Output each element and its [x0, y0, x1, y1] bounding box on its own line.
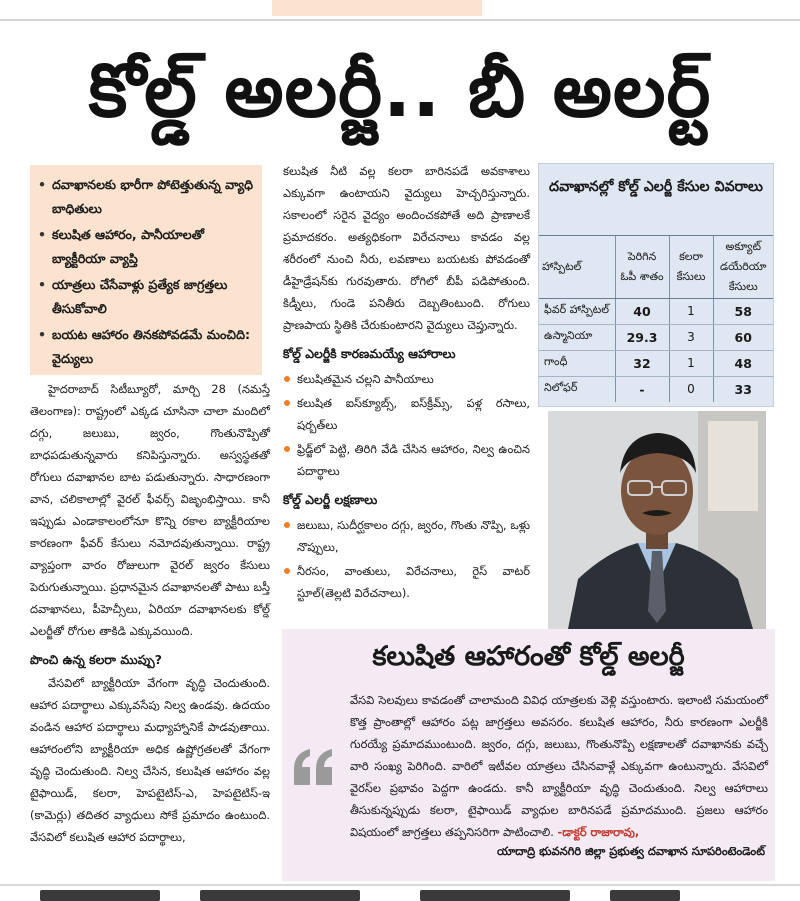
highlight-item: • యాత్రలు చేసేవాళ్లు ప్రత్యేక జాగ్రత్తలు తీసుకోవాలి — [38, 273, 254, 321]
cell-hospital: నిలోఫర్ — [539, 376, 615, 402]
cell-op-percent: 40 — [615, 298, 669, 324]
article-intro: హైదరాబాద్ సిటీబ్యూరో, మార్చి 28 (నమస్తే తెలంగాణ): రాష్ట్రంలో ఎక్కడ చూసినా చాలా మందిలో దగ్గు, జలుబు, జ్వరం, గొంతునొప్పితో బాధపడుతున్నవారు కనిపిస్తున్నారు. అస్వస్థతతో రోగులు దవాఖానల బాట పడుతున్నారు. సాధారణంగా వాన, చలికాలాల్లో వైరల్ ఫీవర్స్ విజృంభిస్తాయి. కానీ ఇప్పుడు ఎండాకాలంలోనూ కొన్ని రకాల బ్యాక్టీరియాల కారణంగా ఫీవర్ కేసులు నమోదవుతున్నాయి. రాష్ట్ర వ్యాప్తంగా వారం రోజులుగా వైరల్ జ్వరం కేసులు పెరుగుతున్నాయి. ప్రధానమైన దవాఖానలతో పాటు బస్తీ దవాఖానలు, పీహెచ్సీలు, ఏరియా దవాఖానలకు కోల్డ్ ఎలర్జీతో రోగుల తాకిడి ఎక్కువయింది. — [30, 382, 270, 638]
cell-cholera: 1 — [669, 298, 713, 324]
cell-diarrhea: 33 — [734, 381, 752, 397]
col-header-op-percent: పెరిగిన ఓపీ శాతం — [615, 236, 669, 298]
doctor-portrait-drawing — [548, 411, 766, 629]
symptoms-list — [283, 514, 530, 604]
quote-mark-icon — [292, 747, 336, 787]
cause-item: కలుషిత ఐస్‌క్యూబ్స్, ఐస్‌క్రీమ్స్, పళ్ల రసాలు, షర్బత్‌లు — [283, 392, 530, 436]
doctor-quote-box — [282, 629, 775, 881]
highlights-list — [38, 173, 254, 371]
symptoms-heading: కోల్డ్ ఎలర్జీ లక్షణాలు — [283, 492, 378, 507]
cause-item: ఫ్రిడ్జ్‌లో పెట్టి, తిరిగి వేడి చేసిన ఆహారం, నిల్వ ఉంచిన పదార్థాలు — [283, 438, 530, 482]
table-header-row — [539, 236, 773, 298]
cell-cholera: 0 — [669, 376, 713, 402]
top-page-strip — [0, 0, 800, 22]
cell-cholera: 1 — [669, 350, 713, 376]
cases-table-box — [538, 163, 774, 407]
cell-op-percent: - — [615, 376, 669, 402]
highlights-box — [30, 165, 262, 375]
headline: కోల్డ్ అలర్జీ.. బీ అలర్ట్ — [88, 48, 712, 134]
highlight-item: • బయట ఆహారం తినకపోవడమే మంచిది: వైద్యులు — [38, 323, 254, 371]
cell-cholera: 3 — [669, 324, 713, 350]
table-row — [539, 376, 773, 402]
cell-diarrhea: 58 — [713, 298, 773, 324]
cases-table — [539, 236, 773, 402]
cell-op-percent: 29.3 — [615, 324, 669, 350]
causes-heading: కోల్డ్ ఎలర్జీకి కారణమయ్యే ఆహారాలు — [283, 346, 456, 361]
cause-item: కలుషితమైన చల్లని పానీయాలు — [283, 368, 530, 390]
quote-title: కలుషిత ఆహారంతో కోల్డ్ అలర్జీ — [372, 641, 685, 672]
col-header-diarrhea: అక్యూట్ డయేరియా కేసులు — [713, 236, 773, 298]
highlight-item: • కలుషిత ఆహారం, పానీయాలతో బ్యాక్టీరియా వ్యాప్తి — [38, 223, 254, 271]
symptom-item: నీరసం, వాంతులు, విరేచనాలు, రైస్ వాటర్ స్టూల్(తెల్లటి విరేచనాలు). — [283, 560, 530, 604]
cell-diarrhea: 48 — [713, 350, 773, 376]
article-column-1 — [30, 378, 270, 848]
highlight-item: • దవాఖానలకు భారీగా పోటెత్తుతున్న వ్యాధి బాధితులు — [38, 173, 254, 221]
table-title: దవాఖానల్లో కోల్డ్ ఎలర్జీ కేసుల వివరాలు — [539, 164, 773, 236]
cholera-subhead: పొంచి ఉన్న కలరా ముప్పు? — [30, 652, 162, 667]
article-body-1: వేసవిలో బ్యాక్టీరియా వేగంగా వృద్ధి చెందుతుంది. ఆహార పదార్థాలు ఎక్కువసేపు నిల్వ ఉండవు. ఉదయం వండిన ఆహార పదార్థాలు మధ్యాహ్నానికే పాడవుతాయి. ఆహారంలోని బ్యాక్టీరియా అధిక ఉష్ణోగ్రతలతో వేగంగా వృద్ధి చెందుతుంది. నిల్వ చేసిన, కలుషిత ఆహారం వల్ల టైఫాయిడ్, కలరా, హెపటైటిస్-ఎ, హెపటైటిస్-ఇ (కామెర్లు) తదితర వ్యాధులు సోకే ప్రమాదం ఉంటుంది. వేసవిలో కలుషిత ఆహార పదార్థాలు, — [30, 676, 270, 844]
col-header-hospital: హాస్పిటల్ — [539, 236, 615, 298]
quote-designation: యాదాద్రి భువనగిరి జిల్లా ప్రభుత్వ దవాఖాన సూపరింటెండెంట్ — [496, 844, 765, 858]
symptom-item: జలుబు, సుదీర్ఘకాలం దగ్గు, జ్వరం, గొంతు నొప్పి, ఒళ్లు నొప్పులు, — [283, 514, 530, 558]
cell-hospital: ఉస్మానియా — [539, 324, 615, 350]
bottom-page-strip — [0, 884, 800, 901]
col-header-cholera: కలరా కేసులు — [669, 236, 713, 298]
cell-op-percent: 32 — [615, 350, 669, 376]
quote-author: -డాక్టర్ రాజారావు, — [557, 825, 640, 839]
cell-diarrhea: 60 — [713, 324, 773, 350]
table-row — [539, 350, 773, 376]
cell-hospital: గాంధీ — [539, 350, 615, 376]
table-row — [539, 298, 773, 324]
article-body-2: కలుషిత నీటి వల్ల కలరా బారినపడే అవకాశాలు ఎక్కువగా ఉంటాయని వైద్యులు హెచ్చరిస్తున్నారు. సకాలంలో సరైన వైద్యం అందించకపోతే అది ప్రాణాలకే ప్రమాదకరం. అత్యధికంగా విరేచనాలు కావడం వల్ల శరీరంలో నుంచి నీరు, లవణాలు బయటకు పోవడంతో డీహైడ్రేషన్‌కు గురవుతారు. రోగిలో బీపీ పడిపోతుంది. కిడ్నీలు, గుండె పనితీరు దెబ్బతింటుంది. రోగులు ప్రాణపాయ స్థితికి చేరుకుంటారని వైద్యులు చెప్తున్నారు. — [283, 164, 530, 332]
article-column-2 — [283, 160, 530, 606]
quote-text — [350, 689, 768, 843]
quote-body: వేసవి సెలవులు కావడంతో చాలామంది వివిధ యాత్రలకు వెళ్లి వస్తుంటారు. ఇలాంటి సమయంలో కొత్త ప్రాంతాల్లో ఆహారం పట్ల జాగ్రత్తలు అవసరం. కలుషిత ఆహారం, నీరు కారణంగా ఎలర్జీకి గురయ్యే ప్రమాదముంటుంది. జ్వరం, దగ్గు, జలుబు, గొంతునొప్పి లక్షణాలతో దవాఖానకు వచ్చే వారి సంఖ్య పెరిగింది. వారిలో ఇటీవల యాత్రలు చేసినవాళ్లే ఎక్కువగా ఉంటున్నారు. వేసవిలో వైరస్‌ల ప్రభావం పెద్దగా ఉండదు. కానీ బ్యాక్టీరియా వృద్ధి చెందుతుంది. నిల్వ ఆహారాలు తీసుకున్నప్పుడు కలరా, టైఫాయిడ్ వ్యాధుల బారినపడే ప్రమాదముంది. ప్రజలు ఆహారం విషయంలో జాగ్రత్తలు తప్పనిసరిగా పాటించాలి. — [350, 693, 768, 839]
table-row — [539, 324, 773, 350]
cell-hospital: ఫీవర్ హాస్పిటల్ — [539, 298, 615, 324]
causes-list — [283, 368, 530, 482]
doctor-portrait — [548, 411, 766, 629]
